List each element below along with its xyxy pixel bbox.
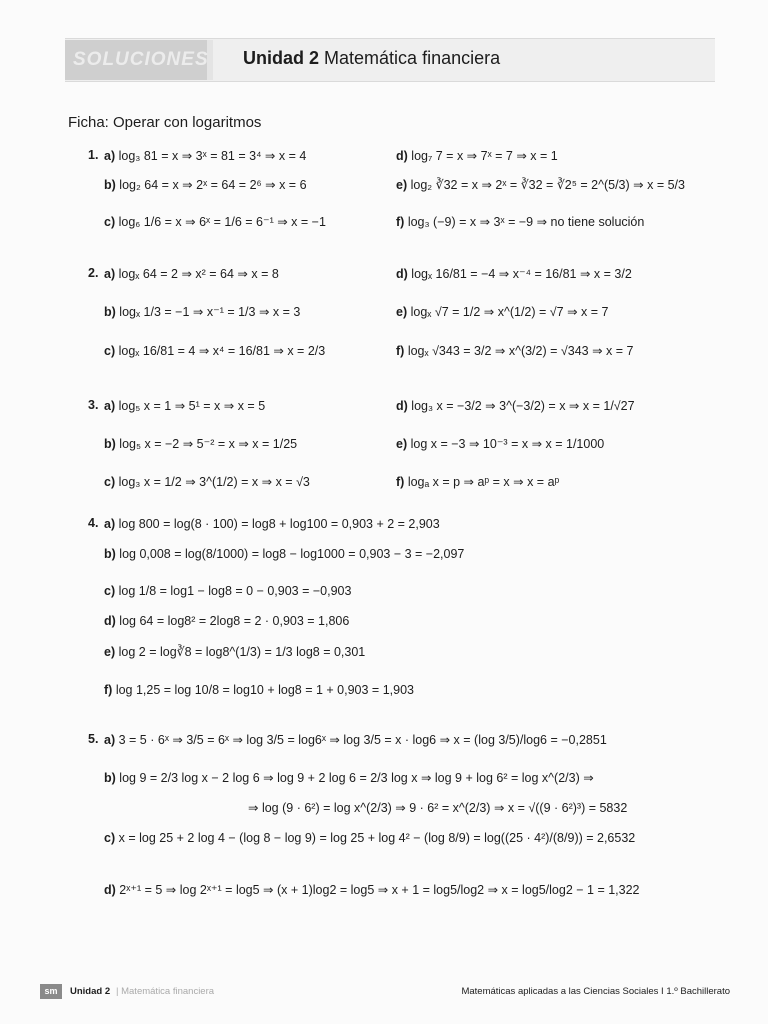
item-text: logₓ 1/3 = −1 ⇒ x⁻¹ = 1/3 ⇒ x = 3	[119, 305, 301, 319]
exercise-number: 2.	[88, 266, 99, 280]
item-text: 3 = 5 · 6ˣ ⇒ 3/5 = 6ˣ ⇒ log 3/5 = log6ˣ ⇒ log 3/5 = x · log6 ⇒ x = (log 3/5)/log6 = −0,2851	[118, 733, 607, 747]
item-letter: c)	[104, 215, 116, 229]
item-text: log₃ 81 = x ⇒ 3ˣ = 81 = 3⁴ ⇒ x = 4	[118, 149, 307, 163]
item-letter: a)	[104, 733, 116, 747]
page-footer	[40, 984, 730, 1004]
footer-course: Matemáticas aplicadas a las Ciencias Sociales I 1.º Bachillerato	[461, 986, 730, 997]
footer-unit: Unidad 2	[70, 986, 111, 997]
item-letter: b)	[104, 547, 116, 561]
item-letter: d)	[104, 883, 116, 897]
exercise-number: 5.	[88, 732, 99, 746]
item-letter: f)	[104, 683, 113, 697]
item-letter: a)	[104, 517, 116, 531]
item-letter: a)	[104, 399, 116, 413]
item-letter: c)	[104, 344, 116, 358]
solution-line	[104, 177, 307, 193]
item-letter: d)	[396, 149, 408, 163]
item-text: logₓ √343 = 3/2 ⇒ x^(3/2) = √343 ⇒ x = 7	[407, 344, 634, 358]
solution-line	[104, 398, 265, 414]
item-letter: e)	[104, 645, 116, 659]
item-letter: f)	[396, 344, 405, 358]
unit-name: Matemática financiera	[324, 48, 501, 68]
solution-line	[396, 398, 635, 414]
item-text: log₅ x = −2 ⇒ 5⁻² = x ⇒ x = 1/25	[119, 437, 298, 451]
solution-line	[396, 214, 644, 230]
item-text: logₐ x = p ⇒ aᵖ = x ⇒ x = aᵖ	[407, 475, 560, 489]
item-text: 2ˣ⁺¹ = 5 ⇒ log 2ˣ⁺¹ = log5 ⇒ (x + 1)log2 = log5 ⇒ x + 1 = log5/log2 ⇒ x = log5/log2 − 1 = 1,322	[119, 883, 640, 897]
item-text: logₓ √7 = 1/2 ⇒ x^(1/2) = √7 ⇒ x = 7	[410, 305, 609, 319]
worksheet-title: Ficha: Operar con logaritmos	[68, 114, 262, 131]
solution-line	[104, 830, 635, 846]
item-text: log₂ 64 = x ⇒ 2ˣ = 64 = 2⁶ ⇒ x = 6	[119, 178, 307, 192]
item-text: logₓ 16/81 = −4 ⇒ x⁻⁴ = 16/81 ⇒ x = 3/2	[411, 267, 632, 281]
solution-line	[104, 148, 306, 164]
page-title	[243, 48, 500, 69]
solution-line	[396, 474, 559, 490]
item-text: log 800 = log(8 · 100) = log8 + log100 = 0,903 + 2 = 2,903	[118, 517, 440, 531]
publisher-logo: sm	[40, 984, 62, 999]
item-letter: b)	[104, 771, 116, 785]
solution-line	[396, 436, 604, 452]
solution-line	[104, 583, 351, 599]
solution-line	[396, 343, 633, 359]
solution-line	[104, 304, 300, 320]
solution-line	[396, 266, 632, 282]
item-text: log₃ (−9) = x ⇒ 3ˣ = −9 ⇒ no tiene solución	[407, 215, 645, 229]
solution-line	[104, 682, 414, 698]
item-text: log₅ x = 1 ⇒ 5¹ = x ⇒ x = 5	[118, 399, 266, 413]
item-text: log 2 = log∛8 = log8^(1/3) = 1/3 log8 = 0,301	[118, 645, 366, 659]
item-text: log 0,008 = log(8/1000) = log8 − log1000 = 0,903 − 3 = −2,097	[119, 547, 465, 561]
item-letter: f)	[396, 215, 405, 229]
solution-line	[104, 266, 279, 282]
badge-label: SOLUCIONES	[73, 49, 209, 70]
solution-line	[396, 304, 608, 320]
item-text: log 1/8 = log1 − log8 = 0 − 0,903 = −0,903	[118, 584, 352, 598]
item-text: log x = −3 ⇒ 10⁻³ = x ⇒ x = 1/1000	[410, 437, 605, 451]
solution-line	[104, 546, 464, 562]
item-text: log₃ x = −3/2 ⇒ 3^(−3/2) = x ⇒ x = 1/√27	[411, 399, 635, 413]
solution-line	[104, 343, 325, 359]
item-letter: d)	[104, 614, 116, 628]
item-text: log₆ 1/6 = x ⇒ 6ˣ = 1/6 = 6⁻¹ ⇒ x = −1	[118, 215, 326, 229]
item-text: log₂ ∛32 = x ⇒ 2ˣ = ∛32 = ∛2⁵ = 2^(5/3) ⇒ x = 5/3	[410, 178, 685, 192]
solution-line	[104, 214, 326, 230]
item-letter: d)	[396, 399, 408, 413]
solution-line	[104, 882, 640, 898]
item-text: x = log 25 + 2 log 4 − (log 8 − log 9) = log 25 + log 4² − (log 8/9) = log((25 · 4²)/(8/9)) = 2,6532	[118, 831, 636, 845]
item-letter: f)	[396, 475, 405, 489]
item-text: logₓ 16/81 = 4 ⇒ x⁴ = 16/81 ⇒ x = 2/3	[118, 344, 326, 358]
item-letter: b)	[104, 305, 116, 319]
item-letter: e)	[396, 178, 408, 192]
item-text: log₇ 7 = x ⇒ 7ˣ = 7 ⇒ x = 1	[411, 149, 558, 163]
footer-subject: | Matemática financiera	[116, 986, 215, 997]
solutions-badge	[65, 40, 213, 80]
item-letter: b)	[104, 178, 116, 192]
item-letter: c)	[104, 831, 116, 845]
solution-line	[396, 177, 685, 193]
item-letter: d)	[396, 267, 408, 281]
solution-line	[104, 436, 297, 452]
solution-line	[104, 732, 607, 748]
item-text: log 1,25 = log 10/8 = log10 + log8 = 1 + 0,903 = 1,903	[115, 683, 414, 697]
item-letter: a)	[104, 149, 116, 163]
exercise-number: 4.	[88, 516, 99, 530]
item-letter: c)	[104, 584, 116, 598]
item-text: ⇒ log (9 · 6²) = log x^(2/3) ⇒ 9 · 6² = x^(2/3) ⇒ x = √((9 · 6²)³) = 5832	[248, 801, 628, 815]
exercise-number: 3.	[88, 398, 99, 412]
item-letter: a)	[104, 267, 116, 281]
solution-line	[104, 613, 349, 629]
item-text: logₓ 64 = 2 ⇒ x² = 64 ⇒ x = 8	[118, 267, 279, 281]
item-text: log 9 = 2/3 log x − 2 log 6 ⇒ log 9 + 2 log 6 = 2/3 log x ⇒ log 9 + log 6² = log x^(2/3) ⇒	[119, 771, 594, 785]
item-letter: e)	[396, 305, 408, 319]
item-letter: b)	[104, 437, 116, 451]
item-letter: e)	[396, 437, 408, 451]
solution-line	[104, 644, 365, 660]
item-text: log₃ x = 1/2 ⇒ 3^(1/2) = x ⇒ x = √3	[118, 475, 310, 489]
unit-prefix: Unidad 2	[243, 48, 320, 68]
page-header	[65, 38, 715, 82]
solution-line	[396, 148, 558, 164]
solution-line	[104, 516, 440, 532]
solution-line	[104, 770, 594, 786]
item-letter: c)	[104, 475, 116, 489]
solution-line	[104, 474, 310, 490]
item-text: log 64 = log8² = 2log8 = 2 · 0,903 = 1,806	[119, 614, 350, 628]
exercise-number: 1.	[88, 148, 99, 162]
solution-line	[248, 800, 627, 816]
